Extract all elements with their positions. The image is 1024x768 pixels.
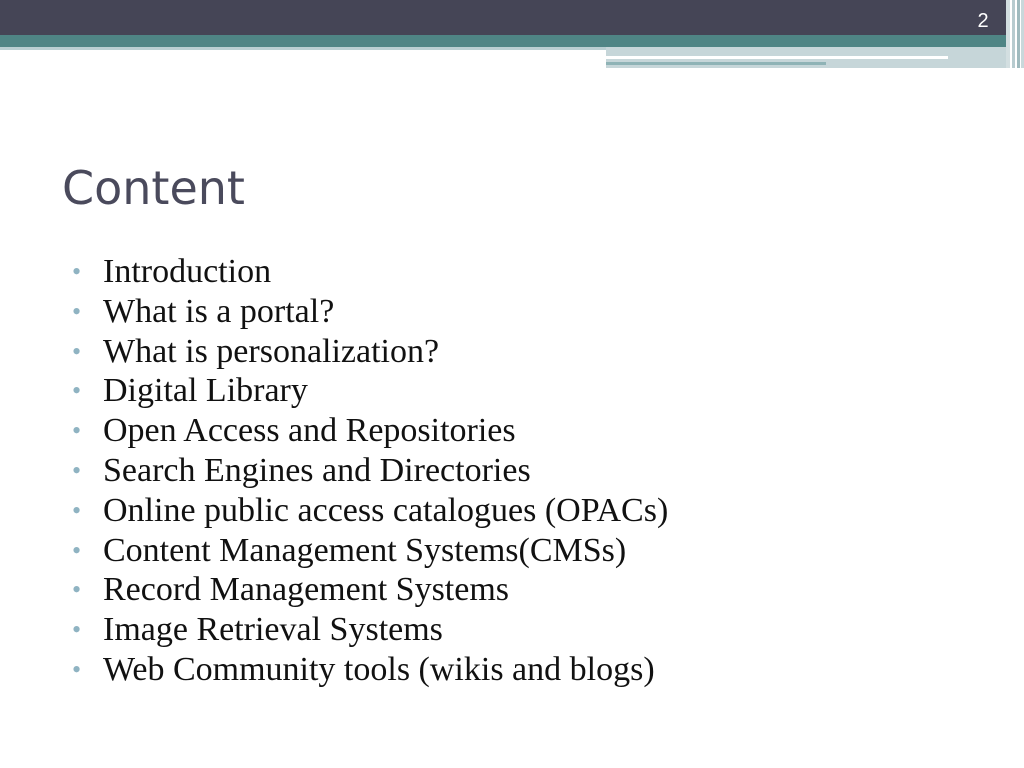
list-item-text: What is personalization? <box>103 332 440 370</box>
page-number: 2 <box>977 10 989 32</box>
list-item-text: Content Management Systems(CMSs) <box>103 531 627 569</box>
list-item-text: What is a portal? <box>103 292 335 330</box>
list-item-text: Digital Library <box>103 372 308 410</box>
header-right-line <box>606 62 826 65</box>
list-item-text: Open Access and Repositories <box>103 412 516 450</box>
bullet-icon: • <box>72 416 82 446</box>
header-bar <box>0 0 1024 35</box>
list-item <box>72 451 668 491</box>
list-item <box>72 292 668 332</box>
list-item <box>72 610 668 650</box>
content-list <box>72 252 668 690</box>
bullet-icon: • <box>72 535 82 565</box>
bullet-icon: • <box>72 296 82 326</box>
list-item <box>72 411 668 451</box>
bullet-icon: • <box>72 615 82 645</box>
list-item-text: Record Management Systems <box>103 571 510 609</box>
header-teal-band <box>0 35 1024 47</box>
bullet-icon: • <box>72 257 82 286</box>
list-item <box>72 570 668 610</box>
list-item-text: Online public access catalogues (OPACs) <box>103 491 669 529</box>
list-item <box>72 371 668 411</box>
header-vertical-stripes <box>1006 0 1024 68</box>
list-item <box>72 650 668 690</box>
list-item <box>72 252 668 292</box>
slide-title: Content <box>62 161 245 215</box>
list-item <box>72 332 668 372</box>
list-item-text: Image Retrieval Systems <box>103 611 443 649</box>
header-light-band <box>0 47 606 50</box>
header-right-line <box>606 56 948 59</box>
bullet-icon: • <box>72 376 82 406</box>
bullet-icon: • <box>72 654 82 684</box>
list-item-text: Search Engines and Directories <box>103 451 531 489</box>
list-item-text: Introduction <box>103 253 272 290</box>
bullet-icon: • <box>72 575 82 605</box>
list-item <box>72 531 668 571</box>
list-item-text: Web Community tools (wikis and blogs) <box>103 650 655 688</box>
bullet-icon: • <box>72 455 82 485</box>
bullet-icon: • <box>72 495 82 525</box>
bullet-icon: • <box>72 336 82 366</box>
list-item <box>72 491 668 531</box>
